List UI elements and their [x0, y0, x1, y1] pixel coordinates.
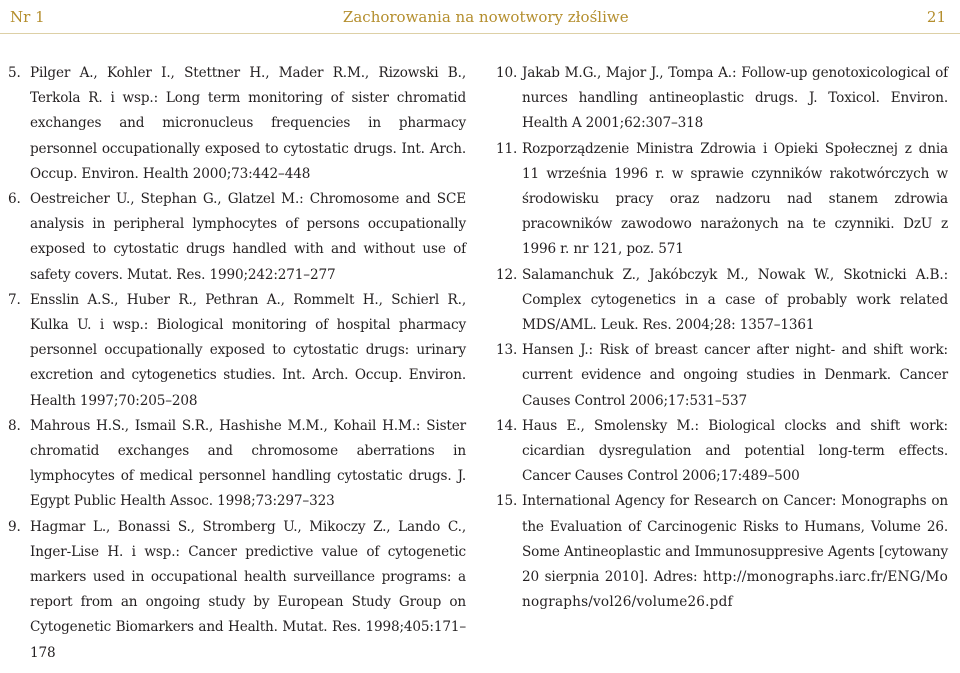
- reference-text: Mahrous H.S., Ismail S.R., Hashishe M.M., Kohail H.M.: Sister chromatid exchanges and chromosome aberrations in lymphocytes of medical personnel handling cytostatic drugs. J. Egypt Public Health Assoc. 1998;73:297–323: [30, 417, 466, 510]
- reference-list: [0, 61, 960, 671]
- reference-text: International Agency for Research on Cancer: Monographs on the Evaluation of Carcinogenic Risks to Humans, Volume 26. Some Antineoplastic and Immunosuppresive Agents [cytowany 20 sierpnia 2010]. Adres:: [522, 493, 948, 586]
- reference-text: Ensslin A.S., Huber R., Pethran A., Rommelt H., Schierl R., Kulka U. i wsp.: Biological monitoring of hospital pharmacy personnel occupationally exposed to cytostatic drugs: urinary excretion and cytogenetics studies. Int. Arch. Occup. Environ. Health 1997;70:205–208: [30, 291, 466, 409]
- reference-number: 11.: [496, 140, 518, 157]
- reference-item: [496, 137, 948, 263]
- reference-column-right: [496, 61, 948, 615]
- reference-column-left: [8, 61, 466, 666]
- reference-item: [8, 515, 466, 666]
- reference-text: Haus E., Smolensky M.: Biological clocks and shift work: cicardian dysregulation and potential long-term effects. Cancer Causes Control 2006;17:489–500: [522, 417, 948, 485]
- reference-item: [8, 61, 466, 187]
- running-title: Zachorowania na nowotwory złośliwe: [342, 7, 629, 26]
- reference-text: Oestreicher U., Stephan G., Glatzel M.: Chromosome and SCE analysis in peripheral lymphocytes of persons occupationally exposed to cytostatic drugs handled with and without use of safety covers. Mutat. Res. 1990;242:271–277: [30, 191, 466, 283]
- reference-number: 10.: [496, 65, 518, 81]
- reference-item: [496, 263, 948, 339]
- reference-number: 8.: [8, 417, 21, 434]
- reference-item: [8, 414, 466, 515]
- reference-text: Salamanchuk Z., Jakóbczyk M., Nowak W., Skotnicki A.B.: Complex cytogenetics in a case of probably work related MDS/AML. Leuk. Res. 2004;28: 1357–1361: [522, 266, 948, 334]
- reference-item: [8, 288, 466, 414]
- reference-number: 12.: [496, 266, 518, 283]
- reference-url-link[interactable]: http://monographs.iarc.fr/ENG/Monographs/vol26/volume26.pdf: [522, 569, 948, 611]
- running-header: [0, 0, 960, 34]
- reference-number: 5.: [8, 65, 21, 81]
- reference-text: Hagmar L., Bonassi S., Stromberg U., Mikoczy Z., Lando C., Inger-Lise H. i wsp.: Cancer predictive value of cytogenetic markers used in occupational health surveillance programs: a report from an ongoing study by European Study Group on Cytogenetic Biomarkers and Health. Mutat. Res. 1998;405:171–178: [30, 518, 466, 661]
- issue-number: Nr 1: [10, 7, 45, 26]
- reference-number: 15.: [496, 493, 518, 510]
- reference-number: 13.: [496, 342, 518, 359]
- reference-text: Pilger A., Kohler I., Stettner H., Mader R.M., Rizowski B., Terkola R. i wsp.: Long term monitoring of sister chromatid exchanges and micronucleus frequencies in pharmacy personnel occupationally exposed to cytostatic drugs. Int. Arch. Occup. Environ. Health 2000;73:442–448: [30, 65, 466, 182]
- reference-text: Hansen J.: Risk of breast cancer after night- and shift work: current evidence and ongoing studies in Denmark. Cancer Causes Control 2006;17:531–537: [522, 342, 948, 409]
- reference-number: 14.: [496, 417, 518, 434]
- reference-item: [496, 61, 948, 137]
- page-number: 21: [926, 7, 946, 26]
- reference-number: 6.: [8, 191, 21, 208]
- reference-item: [8, 187, 466, 288]
- reference-text: Rozporządzenie Ministra Zdrowia i Opieki Społecznej z dnia 11 września 1996 r. w sprawie czynników rakotwórczych w środowisku pracy oraz nadzoru nad stanem zdrowia pracowników zawodowo narażonych na te czynniki. DzU z 1996 r. nr 121, poz. 571: [522, 140, 948, 258]
- reference-item: [496, 489, 948, 615]
- reference-item: [496, 338, 948, 414]
- reference-text: Jakab M.G., Major J., Tompa A.: Follow-up genotoxicological of nurces handling antineoplastic drugs. J. Toxicol. Environ. Health A 2001;62:307–318: [522, 65, 948, 132]
- reference-number: 9.: [8, 518, 21, 535]
- reference-item: [496, 414, 948, 490]
- reference-number: 7.: [8, 291, 21, 308]
